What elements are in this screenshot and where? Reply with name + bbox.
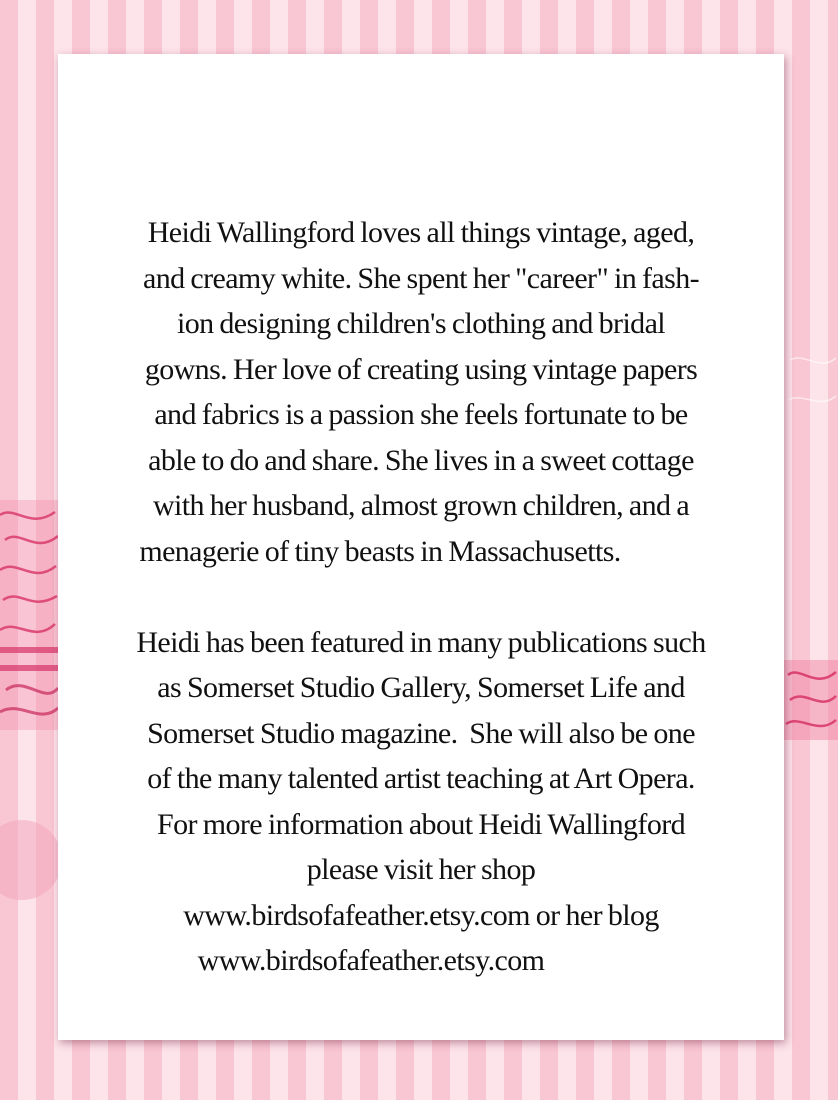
- bio-card: [58, 54, 784, 1040]
- paragraph-gap: [58, 574, 784, 620]
- bio-line: please visit her shop: [306, 853, 536, 886]
- bio-line: as Somerset Studio Gallery, Somerset Life and: [157, 671, 685, 704]
- bio-line: Heidi has been featured in many publications such: [136, 625, 706, 659]
- left-script-ornament: [0, 500, 62, 900]
- bio-line: menagerie of tiny beasts in Massachusetts.: [139, 534, 621, 568]
- bio-line: ion designing children's clothing and bridal: [176, 307, 666, 340]
- right-script-ornament: [784, 358, 838, 740]
- blog-link-line[interactable]: www.birdsofafeather.etsy.com: [197, 944, 545, 977]
- bio-text: [58, 210, 784, 984]
- bio-line: and creamy white. She spent her "career" in fash-: [142, 261, 699, 295]
- bio-line: and fabrics is a passion she feels fortunate to be: [154, 398, 688, 431]
- bio-line: gowns. Her love of creating using vintage papers: [144, 352, 698, 386]
- bio-line: of the many talented artist teaching at Art Opera.: [147, 762, 695, 795]
- bio-line: with her husband, almost grown children, and a: [152, 489, 690, 522]
- bio-line: For more information about Heidi Wallingford: [156, 807, 686, 841]
- bio-line: able to do and share. She lives in a sweet cottage: [148, 443, 694, 477]
- bio-line: Heidi Wallingford loves all things vintage, aged,: [147, 216, 695, 249]
- bio-line: Somerset Studio magazine. She will also be one: [147, 716, 695, 750]
- shop-link-line[interactable]: www.birdsofafeather.etsy.com or her blog: [183, 898, 659, 932]
